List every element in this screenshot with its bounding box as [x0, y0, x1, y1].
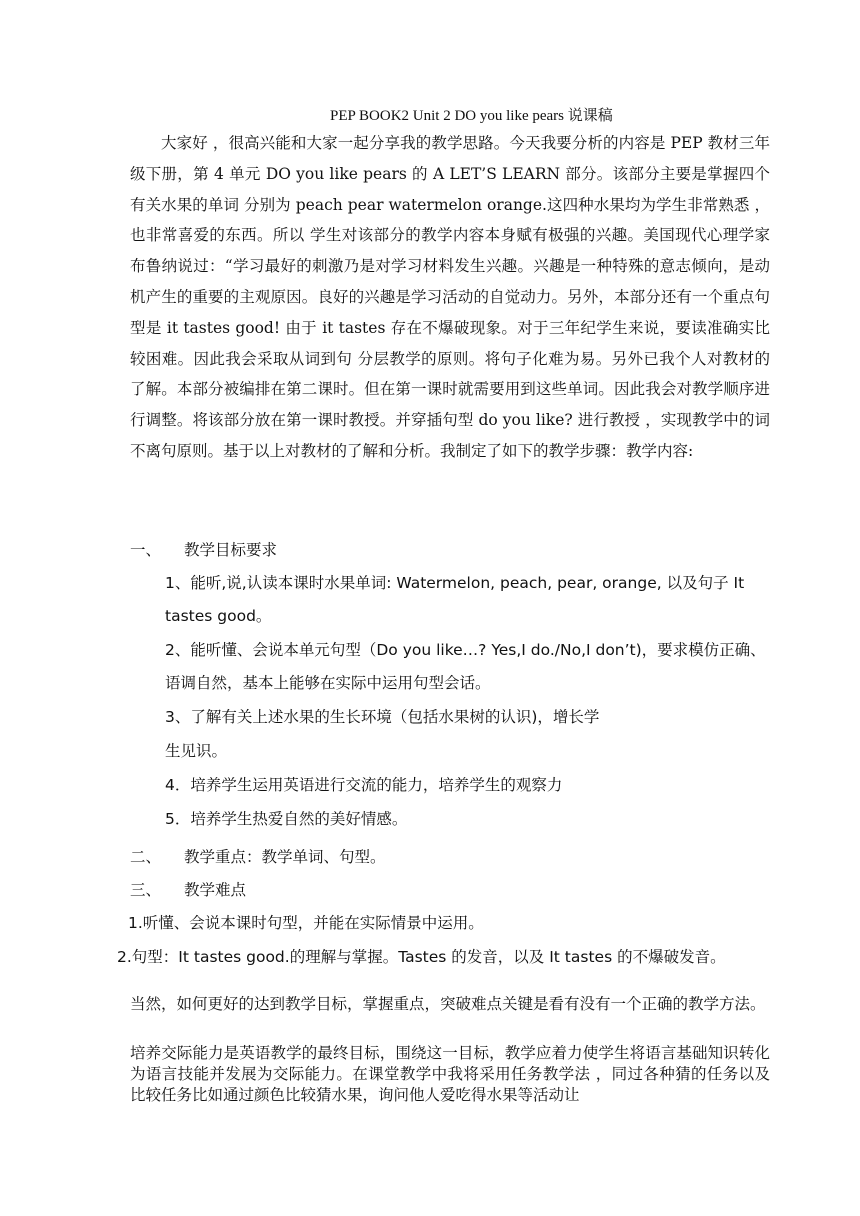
- section-number: 三、: [130, 881, 162, 899]
- section-number: 二、: [130, 848, 162, 866]
- section-objectives: [130, 538, 277, 560]
- section-number: 一、: [130, 541, 162, 559]
- objective-item: 生见识。: [165, 742, 228, 760]
- section-heading: 教学难点: [184, 881, 247, 899]
- intro-paragraph: 大家好 ，很高兴能和大家一起分享我的教学思路。今天我要分析的内容是 PEP 教材三年级下册，第 4 单元 DO you like pears 的 A LET’S LEARN 部分。该部分主要是掌握四个 有关水果的单词 分别为 peach pear watermelon orange.这四种水果均为学生非常熟悉 ，也非常喜爱的东西。所以 学生对该部分的教学内容本身赋有极强的兴趣。美国现代心理学家布鲁纳说过：“学习最好的刺激乃是对学习材料发生兴趣。兴趣是一种特殊的意志倾向，是动机产生的重要的主观原因。良好的兴趣是学习活动的自觉动力。另外，本部分还有一个重点句型是 it tastes good! 由于 it tastes 存在不爆破现象。对于三年纪学生来说，要读准确实比较困难。因此我会采取从词到句 分层教学的原则。将句子化难为易。另外已我个人对教材的了解。本部分被编排在第二课时。但在第一课时就需要用到这些单词。因此我会对教学顺序进行调整。将该部分放在第一课时教授。并穿插句型 do you like? 进行教授 ，实现教学中的词不离句原则。基于以上对教材的了解和分析。我制定了如下的教学步骤：教学内容:: [130, 134, 770, 460]
- objective-item: 4．培养学生运用英语进行交流的能力，培养学生的观察力: [165, 776, 563, 794]
- objective-item: 5．培养学生热爱自然的美好情感。: [165, 810, 408, 828]
- method-paragraph: 当然，如何更好的达到教学目标，掌握重点，突破难点关键是看有没有一个正确的教学方法。: [130, 995, 766, 1013]
- method-paragraph: 培养交际能力是英语教学的最终目标，围绕这一目标，教学应着力使学生将语言基础知识转化为语言技能并发展为交际能力。在课堂教学中我将采用任务教学法 ，同过各种猜的任务以及比较任务比如通过颜色比较猜水果，询问他人爱吃得水果等活动让: [130, 1044, 770, 1104]
- objective-item: 2、能听懂、会说本单元句型（Do you like…? Yes,I do./No,I don’t)，要求模仿正确、语调自然，基本上能够在实际中运用句型会话。: [165, 641, 766, 692]
- difficulty-item: 2.句型：It tastes good.的理解与掌握。Tastes 的发音，以及 It tastes 的不爆破发音。: [117, 948, 726, 966]
- section-heading: 教学重点：教学单词、句型。: [184, 848, 386, 866]
- difficulty-item: 1.听懂、会说本课时句型，并能在实际情景中运用。: [128, 914, 484, 932]
- section-difficulties: [130, 878, 246, 900]
- objective-item: 1、能听,说,认读本课时水果单词: Watermelon, peach, pear, orange, 以及句子 It tastes good。: [165, 574, 745, 625]
- section-heading: 教学目标要求: [184, 541, 278, 559]
- objective-item: 3、了解有关上述水果的生长环境（包括水果树的认识)，增长学: [165, 708, 600, 726]
- section-key-points: [130, 845, 386, 867]
- document-title: PEP BOOK2 Unit 2 DO you like pears 说课稿: [330, 108, 613, 124]
